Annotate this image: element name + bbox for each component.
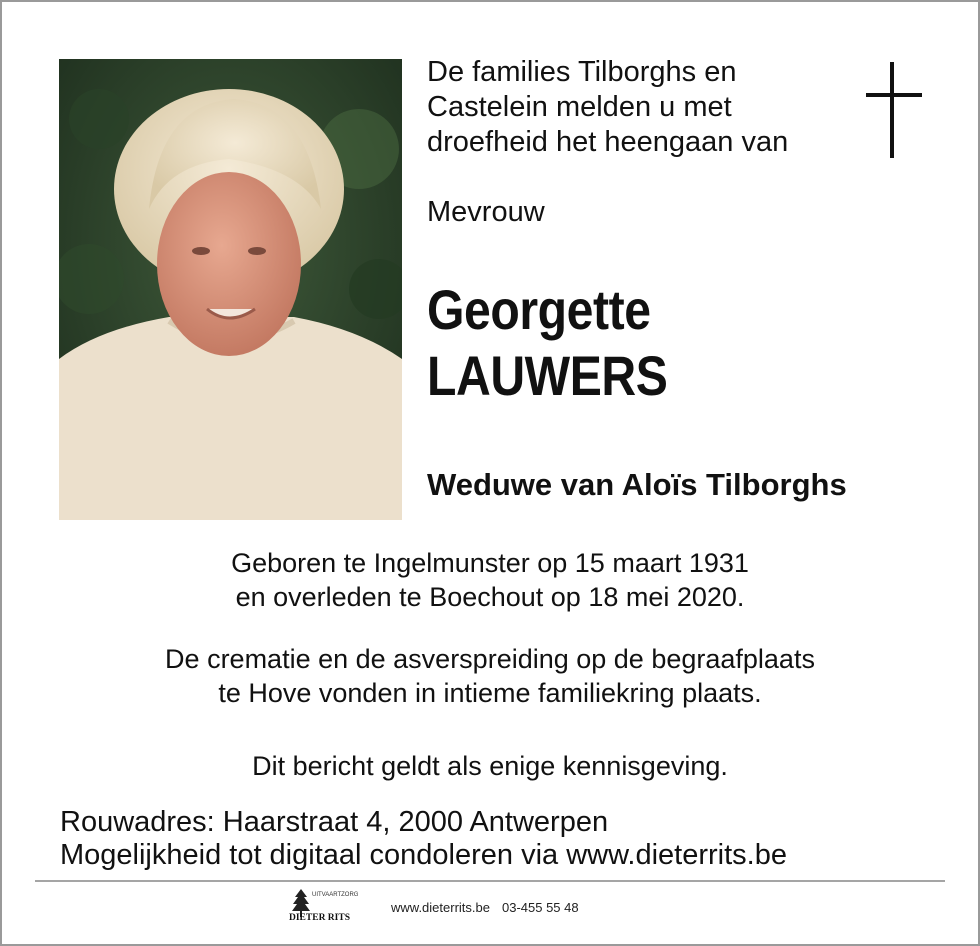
notice-text: Dit bericht geldt als enige kennisgeving. <box>252 751 728 781</box>
divider <box>35 880 945 882</box>
intro-line-1: De families Tilborghs en <box>427 56 737 88</box>
portrait-photo <box>59 59 402 520</box>
first-name: Georgette <box>427 278 651 341</box>
logo-top-text: UITVAARTZORG <box>312 892 359 898</box>
death-line: en overleden te Boechout op 18 mei 2020. <box>235 582 745 612</box>
contact-info <box>60 806 787 872</box>
cross-icon <box>866 62 922 158</box>
intro-text <box>427 55 847 160</box>
birth-death-text <box>0 546 980 614</box>
condolence-line: Mogelijkheid tot digitaal condoleren via www.dieterrits.be <box>60 839 787 871</box>
title: Mevrouw <box>427 196 545 228</box>
logo-name-text: DIETER RITS <box>289 913 350 923</box>
widow-line: Weduwe van Aloïs Tilborghs <box>427 467 847 502</box>
ceremony-text <box>0 642 980 710</box>
deceased-name <box>427 277 667 409</box>
ceremony-line-2: te Hove vonden in intieme familiekring plaats. <box>218 678 762 708</box>
last-name: LAUWERS <box>427 344 668 407</box>
birth-line: Geboren te Ingelmunster op 15 maart 1931 <box>231 548 749 578</box>
tree-logo-icon <box>285 887 379 927</box>
ceremony-line-1: De crematie en de asverspreiding op de begraafplaats <box>165 644 815 674</box>
intro-line-3: droefheid het heengaan van <box>427 126 789 158</box>
footer <box>285 887 579 927</box>
footer-website[interactable]: www.dieterrits.be <box>391 899 490 915</box>
address-line: Rouwadres: Haarstraat 4, 2000 Antwerpen <box>60 806 609 838</box>
intro-line-2: Castelein melden u met <box>427 91 732 123</box>
footer-phone: 03-455 55 48 <box>501 899 579 915</box>
